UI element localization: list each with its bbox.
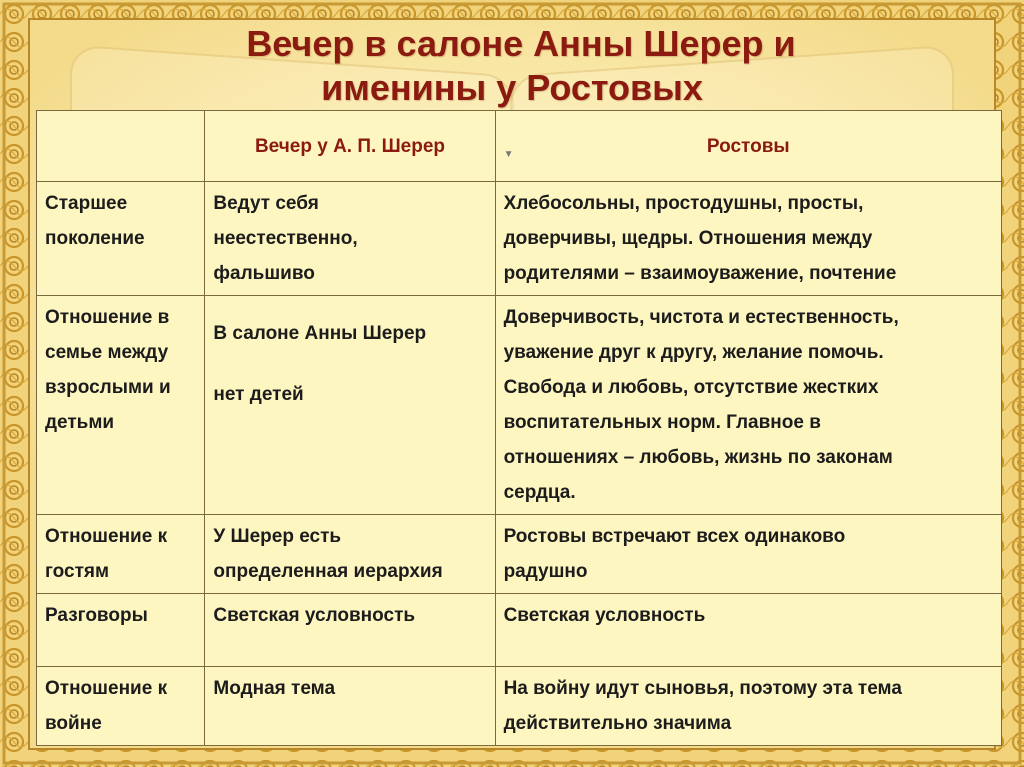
aspect-line: семье между xyxy=(45,342,169,363)
aspect-cell xyxy=(37,667,205,746)
sherer-line: Светская условность xyxy=(213,605,416,626)
sherer-line: нет детей xyxy=(213,384,304,405)
rostov-line: воспитательных норм. Главное в xyxy=(503,412,821,433)
aspect-line: поколение xyxy=(45,228,145,249)
sherer-cell xyxy=(205,296,495,515)
header-rostov xyxy=(495,111,1001,182)
aspect-line: взрослыми и xyxy=(45,377,171,398)
aspect-line: гостям xyxy=(45,561,110,582)
aspect-cell xyxy=(37,296,205,515)
aspect-line: детьми xyxy=(45,412,115,433)
rostov-line: На войну идут сыновья, поэтому эта тема xyxy=(503,678,902,699)
table-row xyxy=(37,182,1002,296)
sort-arrow-icon: ▼ xyxy=(503,149,514,160)
sherer-line: Модная тема xyxy=(213,678,336,699)
header-aspect xyxy=(37,111,205,182)
sherer-cell xyxy=(205,594,495,667)
rostov-cell xyxy=(495,182,1001,296)
header-sherer: Вечер у А. П. Шерер xyxy=(205,111,495,182)
table-header-row xyxy=(37,111,1002,182)
sherer-cell xyxy=(205,182,495,296)
rostov-line: сердца. xyxy=(503,482,576,503)
rostov-cell xyxy=(495,667,1001,746)
rostov-line: доверчивы, щедры. Отношения между xyxy=(503,228,873,249)
rostov-line: Ростовы встречают всех одинаково xyxy=(503,526,846,547)
aspect-line: Старшее xyxy=(45,193,128,214)
sherer-line: фальшиво xyxy=(213,263,315,284)
aspect-line: Отношение к xyxy=(45,678,168,699)
rostov-line: действительно значима xyxy=(503,713,732,734)
table-row xyxy=(37,515,1002,594)
rostov-line: Доверчивость, чистота и естественность, xyxy=(503,307,899,328)
aspect-line: войне xyxy=(45,713,102,734)
sherer-cell xyxy=(205,667,495,746)
aspect-line: Разговоры xyxy=(45,605,148,626)
table-row xyxy=(37,594,1002,667)
comparison-table xyxy=(36,110,1002,746)
rostov-line: уважение друг к другу, желание помочь. xyxy=(503,342,884,363)
aspect-line: Отношение в xyxy=(45,307,170,328)
slide-title xyxy=(0,22,1024,110)
rostov-cell xyxy=(495,296,1001,515)
rostov-line: родителями – взаимоуважение, почтение xyxy=(503,263,897,284)
table-row xyxy=(37,296,1002,515)
rostov-line: отношениях – любовь, жизнь по законам xyxy=(503,447,893,468)
header-rostov-label: Ростовы xyxy=(706,135,790,157)
rostov-line: Светская условность xyxy=(503,605,706,626)
sherer-line: неестественно, xyxy=(213,228,358,249)
sherer-cell xyxy=(205,515,495,594)
aspect-cell xyxy=(37,515,205,594)
sherer-line: У Шерер есть xyxy=(213,526,342,547)
title-line-1: Вечер в салоне Анны Шерер и xyxy=(246,23,796,64)
aspect-cell xyxy=(37,594,205,667)
rostov-line: Хлебосольны, простодушны, просты, xyxy=(503,193,864,214)
sherer-line: определенная иерархия xyxy=(213,561,443,582)
title-line-2: именины у Ростовых xyxy=(321,67,703,108)
rostov-cell xyxy=(495,594,1001,667)
aspect-line: Отношение к xyxy=(45,526,168,547)
rostov-line: Свобода и любовь, отсутствие жестких xyxy=(503,377,879,398)
aspect-cell xyxy=(37,182,205,296)
table-row xyxy=(37,667,1002,746)
sherer-line: Ведут себя xyxy=(213,193,319,214)
rostov-cell xyxy=(495,515,1001,594)
sherer-line: В салоне Анны Шерер xyxy=(213,323,427,344)
rostov-line: радушно xyxy=(503,561,588,582)
